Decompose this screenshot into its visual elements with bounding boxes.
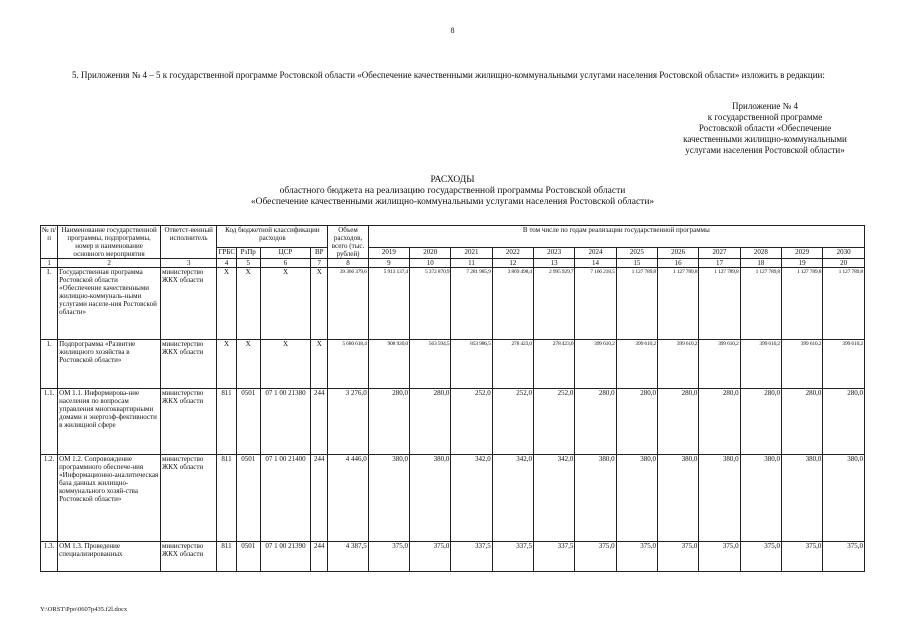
header-year: 2028 — [740, 247, 781, 258]
column-index: 18 — [740, 259, 781, 268]
column-index: 4 — [217, 259, 236, 268]
row-name: Государственная программа Ростовской области «Обеспечение качественными жилищно-коммуналь-ными услугами населе-ния Ростовской области» — [58, 268, 161, 340]
row-number: 1.1. — [41, 389, 58, 455]
column-index: 11 — [451, 259, 492, 268]
column-index: 7 — [311, 259, 328, 268]
row-number: I. — [41, 268, 58, 340]
row-csr: X — [260, 340, 310, 389]
row-vr: X — [311, 268, 328, 340]
row-year-value: 280,0 — [575, 389, 616, 455]
row-year-value: 252,0 — [451, 389, 492, 455]
row-name: ОМ 1.3. Проведение специализированных — [58, 542, 161, 572]
row-year-value: 1 127 789,8 — [781, 268, 822, 340]
row-rzpr: X — [236, 340, 260, 389]
row-csr: X — [260, 268, 310, 340]
row-year-value: 5 913 137,4 — [368, 268, 409, 340]
table-row — [41, 455, 865, 542]
row-year-value: 1 127 789,8 — [740, 268, 781, 340]
row-name: ОМ 1.2. Сопровождение программного обеспече-ния «Информационно-аналитическая база данных жилищно-коммунального хозяй-ства Ростовской области» — [58, 455, 161, 542]
row-grbs: X — [217, 268, 236, 340]
row-csr: 07 1 00 21400 — [260, 455, 310, 542]
row-year-value: 375,0 — [823, 542, 865, 572]
column-index: 20 — [823, 259, 865, 268]
row-year-value: 380,0 — [740, 455, 781, 542]
row-year-value: 280,0 — [740, 389, 781, 455]
row-year-value: 563 594,5 — [410, 340, 451, 389]
row-year-value: 337,5 — [534, 542, 575, 572]
row-executor: министерство ЖКХ области — [160, 542, 216, 572]
header-volume: Объем расходов, всего (тыс. рублей) — [328, 226, 368, 259]
row-rzpr: 0501 — [236, 542, 260, 572]
row-year-value: 380,0 — [616, 455, 657, 542]
row-year-value: 908 920,0 — [368, 340, 409, 389]
row-number: 1.2. — [41, 455, 58, 542]
row-grbs: 811 — [217, 542, 236, 572]
row-year-value: 280,0 — [658, 389, 699, 455]
row-year-value: 375,0 — [368, 542, 409, 572]
row-year-value: 375,0 — [740, 542, 781, 572]
row-year-value: 342,0 — [451, 455, 492, 542]
row-year-value: 280,0 — [410, 389, 451, 455]
row-total: 5 680 618,4 — [328, 340, 368, 389]
row-executor: министерство ЖКХ области — [160, 268, 216, 340]
row-year-value: 399 610,2 — [740, 340, 781, 389]
row-rzpr: X — [236, 268, 260, 340]
row-year-value: 280,0 — [781, 389, 822, 455]
appendix-line: Приложение № 4 — [732, 101, 798, 111]
row-year-value: 380,0 — [410, 455, 451, 542]
row-rzpr: 0501 — [236, 455, 260, 542]
column-index: 16 — [658, 259, 699, 268]
header-row-1 — [41, 226, 865, 248]
header-years-group: В том числе по годам реализации государственной программы — [368, 226, 864, 248]
row-year-value: 337,5 — [451, 542, 492, 572]
row-csr: 07 1 00 21390 — [260, 542, 310, 572]
intro-paragraph — [40, 70, 870, 81]
row-total: 3 276,0 — [328, 389, 368, 455]
header-year: 2025 — [616, 247, 657, 258]
header-executor: Ответст-венный исполнитель — [160, 226, 216, 259]
row-executor: министерство ЖКХ области — [160, 340, 216, 389]
header-year: 2030 — [823, 247, 865, 258]
row-total: 39 366 379,6 — [328, 268, 368, 340]
table-row — [41, 340, 865, 389]
row-year-value: 380,0 — [699, 455, 740, 542]
row-year-value: 375,0 — [575, 542, 616, 572]
row-number: 1.3. — [41, 542, 58, 572]
appendix-line: к государственной программе — [707, 112, 823, 122]
row-year-value: 1 127 789,8 — [699, 268, 740, 340]
intro-text: 5. Приложения № 4 – 5 к государственной программе Ростовской области «Обеспечение качественными жилищно-коммунальными услугами населения Ростовской области» изложить в редакции: — [72, 70, 825, 80]
row-year-value: 2 995 929,7 — [534, 268, 575, 340]
row-year-value: 1 127 789,8 — [658, 268, 699, 340]
row-vr: 244 — [311, 542, 328, 572]
row-year-value: 380,0 — [368, 455, 409, 542]
row-executor: министерство ЖКХ области — [160, 389, 216, 455]
document-title — [0, 175, 905, 208]
row-year-value: 252,0 — [492, 389, 533, 455]
column-index: 8 — [328, 259, 368, 268]
column-index: 13 — [534, 259, 575, 268]
column-index: 15 — [616, 259, 657, 268]
header-vr: ВР — [311, 247, 328, 258]
column-index: 2 — [58, 259, 161, 268]
row-year-value: 1 127 789,8 — [616, 268, 657, 340]
row-year-value: 342,0 — [534, 455, 575, 542]
header-rzpr: РзПр — [236, 247, 260, 258]
row-total: 4 387,5 — [328, 542, 368, 572]
row-year-value: 853 986,5 — [451, 340, 492, 389]
header-code-group: Код бюджетной классификации расходов — [217, 226, 328, 248]
title-line-1: РАСХОДЫ — [430, 175, 475, 185]
column-index: 9 — [368, 259, 409, 268]
row-year-value: 399 610,2 — [781, 340, 822, 389]
row-total: 4 446,0 — [328, 455, 368, 542]
title-line-2: областного бюджета на реализацию государственной программы Ростовской области — [279, 186, 626, 196]
page-number: 8 — [450, 26, 455, 35]
row-grbs: X — [217, 340, 236, 389]
column-index: 10 — [410, 259, 451, 268]
row-year-value: 399 610,2 — [575, 340, 616, 389]
column-index: 3 — [160, 259, 216, 268]
row-year-value: 1 127 789,8 — [823, 268, 865, 340]
table-row — [41, 389, 865, 455]
row-year-value: 380,0 — [781, 455, 822, 542]
row-year-value: 380,0 — [823, 455, 865, 542]
appendix-line: Ростовской области «Обеспечение — [698, 123, 832, 133]
row-year-value: 375,0 — [410, 542, 451, 572]
column-index: 1 — [41, 259, 58, 268]
row-year-value: 5 372 870,9 — [410, 268, 451, 340]
row-year-value: 342,0 — [492, 455, 533, 542]
column-index: 17 — [699, 259, 740, 268]
row-year-value: 399 610,2 — [699, 340, 740, 389]
row-year-value: 399 610,2 — [658, 340, 699, 389]
row-grbs: 811 — [217, 389, 236, 455]
header-year: 2026 — [658, 247, 699, 258]
header-name: Наименование государственной программы, подпрограммы, номер и наименование основного мероприятия — [58, 226, 161, 259]
header-csr: ЦСР — [260, 247, 310, 258]
row-year-value: 7 166 218,5 — [575, 268, 616, 340]
row-name: Подпрограмма «Развитие жилищного хозяйства в Ростовской области» — [58, 340, 161, 389]
table-row — [41, 268, 865, 340]
row-year-value: 280,0 — [616, 389, 657, 455]
header-year: 2023 — [534, 247, 575, 258]
row-year-value: 278 423,0 — [492, 340, 533, 389]
header-no: № п/п — [41, 226, 58, 259]
column-index: 12 — [492, 259, 533, 268]
row-number: 1. — [41, 340, 58, 389]
row-year-value: 7 281 985,9 — [451, 268, 492, 340]
row-csr: 07 1 00 21380 — [260, 389, 310, 455]
title-line-3: «Обеспечение качественными жилищно-коммунальными услугами населения Ростовской области» — [250, 197, 655, 207]
header-year: 2019 — [368, 247, 409, 258]
row-year-value: 280,0 — [368, 389, 409, 455]
row-rzpr: 0501 — [236, 389, 260, 455]
row-year-value: 380,0 — [575, 455, 616, 542]
row-year-value: 375,0 — [699, 542, 740, 572]
row-year-value: 380,0 — [658, 455, 699, 542]
row-executor: министерство ЖКХ области — [160, 455, 216, 542]
row-vr: X — [311, 340, 328, 389]
row-year-value: 252,0 — [534, 389, 575, 455]
column-index: 19 — [781, 259, 822, 268]
row-year-value: 399 610,2 — [616, 340, 657, 389]
appendix-line: услугами населения Ростовской области» — [685, 145, 845, 155]
row-vr: 244 — [311, 455, 328, 542]
row-year-value: 280,0 — [699, 389, 740, 455]
header-year: 2027 — [699, 247, 740, 258]
row-year-value: 375,0 — [658, 542, 699, 572]
expenses-table — [40, 225, 865, 572]
header-year: 2029 — [781, 247, 822, 258]
row-year-value: 3 869 498,4 — [492, 268, 533, 340]
row-grbs: 811 — [217, 455, 236, 542]
row-year-value: 280,0 — [823, 389, 865, 455]
header-year: 2021 — [451, 247, 492, 258]
header-year: 2024 — [575, 247, 616, 258]
row-year-value: 375,0 — [616, 542, 657, 572]
file-path-footer: Y:\ORST\Ppo\0607p435.f2l.docx — [40, 606, 128, 613]
row-year-value: 399 610,2 — [823, 340, 865, 389]
appendix-header — [655, 101, 875, 156]
column-index: 14 — [575, 259, 616, 268]
header-year: 2022 — [492, 247, 533, 258]
header-year: 2020 — [410, 247, 451, 258]
column-index-row — [41, 259, 865, 268]
row-year-value: 375,0 — [781, 542, 822, 572]
row-year-value: 337,5 — [492, 542, 533, 572]
header-grbs: ГРБС — [217, 247, 236, 258]
table-row — [41, 542, 865, 572]
row-vr: 244 — [311, 389, 328, 455]
row-year-value: 278 423,0 — [534, 340, 575, 389]
row-name: ОМ 1.1. Информирова-ние населения по вопросам управления многоквартирными домами и энергоэф-фективности в жилищной сфере — [58, 389, 161, 455]
column-index: 5 — [236, 259, 260, 268]
column-index: 6 — [260, 259, 310, 268]
appendix-line: качественными жилищно-коммунальными — [683, 134, 847, 144]
